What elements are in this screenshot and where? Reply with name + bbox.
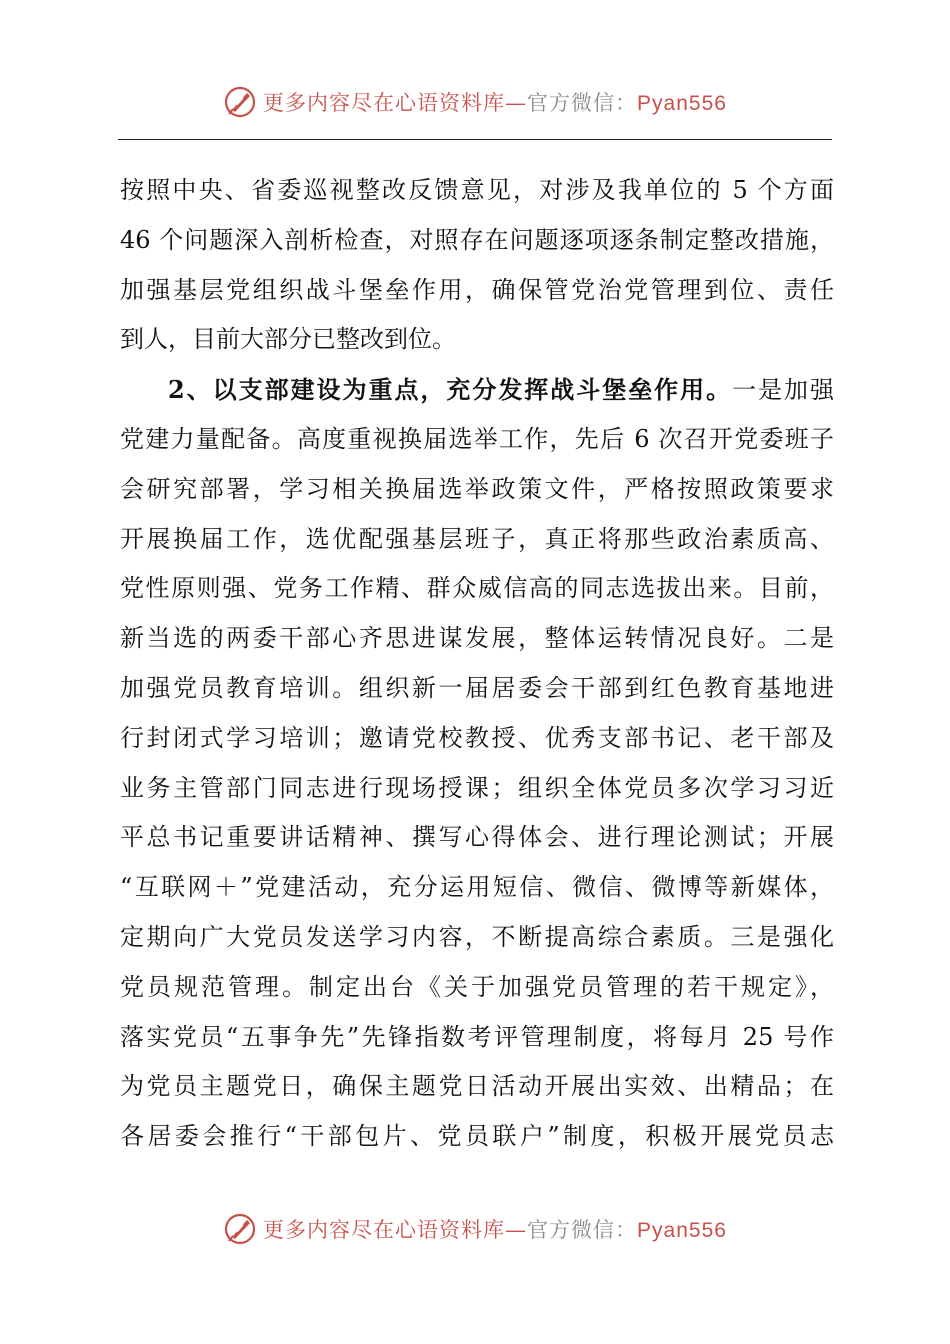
footer-wechat-handle: Pyan556 <box>637 1219 727 1242</box>
quill-logo-icon <box>223 1212 257 1246</box>
header-wechat-label: 官方微信： <box>527 91 638 115</box>
text-line: 定期向广大党员发送学习内容，不断提高综合素质。三是强化 <box>120 922 834 951</box>
paragraph-2-first-line <box>120 365 834 415</box>
text-line: 业务主管部门同志进行现场授课；组织全体党员多次学习习近 <box>120 773 834 802</box>
paragraph-2 <box>120 365 834 1162</box>
text-line: 行封闭式学习培训；邀请党校教授、优秀支部书记、老干部及 <box>120 723 834 752</box>
text-line: 党建力量配备。高度重视换届选举工作，先后 6 次召开党委班子 <box>120 424 834 453</box>
footer-dash: — <box>505 1218 528 1242</box>
section-heading: 2、以支部建设为重点，充分发挥战斗堡垒作用。 <box>168 375 733 405</box>
footer-banner-text <box>263 1214 727 1244</box>
text-line: 党员规范管理。制定出台《关于加强党员管理的若干规定》， <box>120 972 834 1001</box>
text-line: 按照中央、省委巡视整改反馈意见，对涉及我单位的 5 个方面 <box>120 176 834 204</box>
text-line: 46 个问题深入剖析检查，对照存在问题逐项逐条制定整改措施， <box>120 225 834 254</box>
text-line: 加强党员教育培训。组织新一届居委会干部到红色教育基地进 <box>120 673 834 702</box>
text-line: 各居委会推行“干部包片、党员联户”制度，积极开展党员志 <box>120 1122 834 1151</box>
quill-logo-icon <box>223 85 257 119</box>
paragraph-1 <box>120 166 834 365</box>
header-wechat-handle: Pyan556 <box>637 92 727 115</box>
footer-site-name: 更多内容尽在心语资料库 <box>263 1218 506 1242</box>
header-divider <box>118 139 832 140</box>
header-dash: — <box>505 91 528 115</box>
heading-line-rest: 一是加强 <box>732 376 834 405</box>
text-line: 开展换届工作，选优配强基层班子，真正将那些政治素质高、 <box>120 524 834 553</box>
header-banner <box>0 82 950 122</box>
text-line: 到人，目前大部分已整改到位。 <box>120 325 456 354</box>
footer-banner <box>0 1209 950 1249</box>
footer-wechat-label: 官方微信： <box>527 1218 638 1242</box>
document-body <box>120 166 834 1162</box>
text-line: “互联网＋”党建活动，充分运用短信、微信、微博等新媒体， <box>120 873 834 902</box>
text-line: 会研究部署，学习相关换届选举政策文件，严格按照政策要求 <box>120 474 834 503</box>
text-line: 为党员主题党日，确保主题党日活动开展出实效、出精品；在 <box>120 1072 834 1101</box>
header-banner-text <box>263 87 727 117</box>
text-line: 党性原则强、党务工作精、群众威信高的同志选拔出来。目前， <box>120 574 834 603</box>
text-line: 新当选的两委干部心齐思进谋发展，整体运转情况良好。二是 <box>120 624 834 653</box>
header-site-name: 更多内容尽在心语资料库 <box>263 91 506 115</box>
text-line: 落实党员“五事争先”先锋指数考评管理制度，将每月 25 号作 <box>120 1022 834 1051</box>
text-line: 平总书记重要讲话精神、撰写心得体会、进行理论测试；开展 <box>120 823 834 852</box>
text-line: 加强基层党组织战斗堡垒作用，确保管党治党管理到位、责任 <box>120 275 834 304</box>
